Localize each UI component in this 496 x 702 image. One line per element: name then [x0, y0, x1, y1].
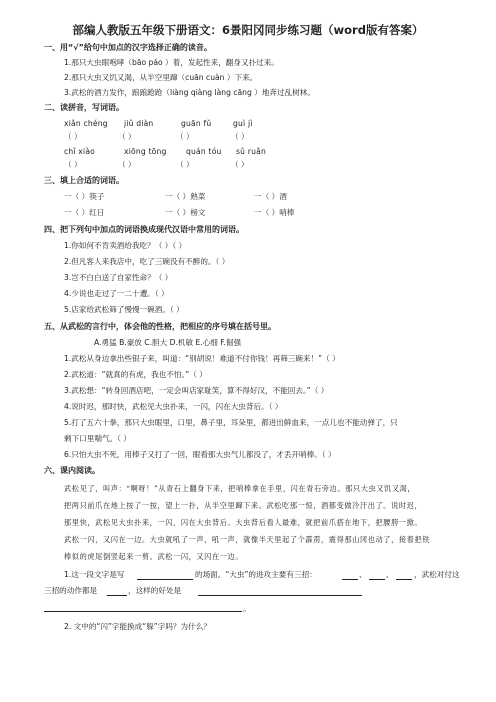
answer-paren[interactable]: （ ）	[118, 132, 136, 141]
s5-item-3: 3.武松想：“转身回酒店吧，一定会叫店家耻笑，算不得好汉，不能回去。”（ ）	[64, 386, 329, 395]
pinyin-4: guì jì	[233, 119, 253, 128]
s3-blank-5[interactable]: 一（ ）榜文	[165, 208, 206, 217]
pinyin-6: xiōng tōng	[124, 147, 167, 156]
q1-text-b: 的场面。“大虫”的进攻主要有三招：	[195, 570, 317, 579]
s5-item-2: 2.武松道：“就真的有虎，我也不怕。”（ ）	[64, 370, 207, 379]
s3-blank-6[interactable]: 一（ ）哨棒	[254, 208, 295, 217]
s4-item-1: 1.你如何不肯卖酒给我吃？（ ）（ ）	[64, 241, 187, 250]
s3-blank-4[interactable]: 一（ ）红日	[64, 208, 105, 217]
s5-item-5-cont: 剩下口里喘气。（ ）	[64, 434, 131, 443]
pinyin-2: jiǔ diàn	[124, 119, 154, 128]
pinyin-5: chǐ xiào	[64, 147, 96, 156]
q1-text-d: 、	[386, 570, 394, 579]
answer-paren[interactable]: （ ）	[176, 132, 194, 141]
q1-text-a: 1.这一段文字是写	[64, 570, 125, 579]
pinyin-8: sǔ ruǎn	[236, 147, 266, 156]
q1-blank-4[interactable]	[396, 579, 412, 580]
passage-line: 棒似的虎尾倒竖起来一剪。武松一闪，又闪在一边。	[64, 552, 244, 561]
passage-line: 把两只前爪在地上按了一按，望上一扑，从半空里蹿下来。武松吃那一惊，酒都变做冷汗出了。说时迟，	[64, 501, 423, 510]
s5-options: A.勇猛 B.豪放 C.胆大 D.机敏 E.心细 F.倔强	[94, 338, 242, 347]
page-title: 部编人教版五年级下册语文：6景阳冈同步练习题（word版有答案）	[72, 23, 424, 37]
s3-blank-2[interactable]: 一（ ）熟菜	[165, 192, 206, 201]
passage-line: 武松见了，叫声：“啊呀！”从青石上翻身下来，把哨棒拿在手里，闪在青石旁边。那只大虫又饥又渴，	[64, 484, 416, 493]
q2-text: 2. 文中的“闪”字能换成“躲”字吗？为什么？	[64, 622, 211, 631]
pinyin-1: xiǎn chéng	[64, 119, 108, 128]
q1-blank-5[interactable]	[107, 595, 127, 596]
passage-line: 武松一闪，又闪在一边。大虫就吼了一声，吼一声，就像半天里起了个霹雳，震得那山冈也动了，接着把铁	[64, 535, 431, 544]
q1-blank-6[interactable]	[198, 595, 362, 596]
q1-blank-7[interactable]	[44, 611, 242, 612]
answer-paren[interactable]: （ ）	[231, 132, 249, 141]
s4-item-5: 5.店家给武松筛了慢慢一碗酒。（ ）	[64, 305, 184, 314]
answer-paren[interactable]: （ ）	[118, 160, 136, 169]
q1-blank-2[interactable]	[342, 579, 358, 580]
section-6-heading: 六、课内阅读。	[44, 466, 100, 475]
q1-text-c: 、	[359, 570, 367, 579]
pinyin-7: quán tóu	[186, 147, 222, 156]
s5-item-5: 5.打了五六十拳，那只大虫眼里，口里，鼻子里，耳朵里，都迸出鲜血来，一点儿也不能动弹了，只	[64, 418, 398, 427]
answer-paren[interactable]: （ ）	[231, 160, 249, 169]
section-2-heading: 二、读拼音，写词语。	[44, 103, 124, 112]
s4-item-3: 3.岂不白白送了自家性命？（ ）	[64, 273, 173, 282]
passage-line: 那里快，武松见大虫扑来，一闪，闪在大虫背后。大虫背后看人最难，就把前爪搭在地下，把腰胯一掀。	[64, 518, 423, 527]
s4-item-2: 2.但凡客人来我店中，吃了三碗没有不醉的。（ ）	[64, 257, 230, 266]
s5-item-4: 4.说时迟，那时快，武松见大虫扑来，一闪，闪在大虫背后。（ ）	[64, 402, 283, 411]
q1-line2-a: 三招的动作都是	[44, 586, 98, 595]
q1-line2-b: ，这样的好处是	[128, 586, 182, 595]
s3-blank-1[interactable]: 一（ ）筷子	[64, 192, 105, 201]
answer-paren[interactable]: （ ）	[176, 160, 194, 169]
s4-item-4: 4.少说也走过了一二十遭。（ ）	[64, 289, 169, 298]
section-5-heading: 五、从武松的言行中，体会他的性格，把相应的序号填在括号里。	[44, 322, 276, 331]
s5-item-6: 6.只怕大虫不死，用棒子又打了一回，眼看那大虫气儿都没了，才丢开哨棒。（ ）	[64, 450, 336, 459]
q1-text-e: ，武松对付这	[414, 570, 460, 579]
section-4-heading: 四、把下列句中加点的词语换成现代汉语中常用的词语。	[44, 225, 244, 234]
s1-item-2: 2.那只大虫又饥又渴，从半空里蹿（cuān cuàn ）下来。	[64, 73, 258, 82]
q1-end-mark: 。	[243, 604, 251, 613]
s3-blank-3[interactable]: 一（ ）酒	[254, 192, 287, 201]
s5-item-1: 1.武松从身边拿出些银子来，叫道：“别胡说！难道不付你钱！再筛三碗来！”（ ）	[64, 354, 340, 363]
s1-item-3: 3.武松的酒力发作，踉踉跄跄（liàng qiàng làng cāng ）地奔过乱树林。	[64, 88, 315, 97]
q1-blank-3[interactable]	[369, 579, 385, 580]
q1-blank-1[interactable]	[137, 579, 193, 580]
answer-paren[interactable]: （ ）	[64, 160, 82, 169]
s1-item-1: 1.那只大虫眼咆哮（bāo páo ）着，发起性来，翻身又扑过来。	[64, 58, 279, 67]
pinyin-3: guān fǔ	[181, 119, 212, 128]
section-1-heading: 一、用“√”给句中加点的汉字选择正确的读音。	[44, 43, 212, 52]
section-3-heading: 三、填上合适的词语。	[44, 176, 124, 185]
answer-paren[interactable]: （ ）	[64, 132, 82, 141]
